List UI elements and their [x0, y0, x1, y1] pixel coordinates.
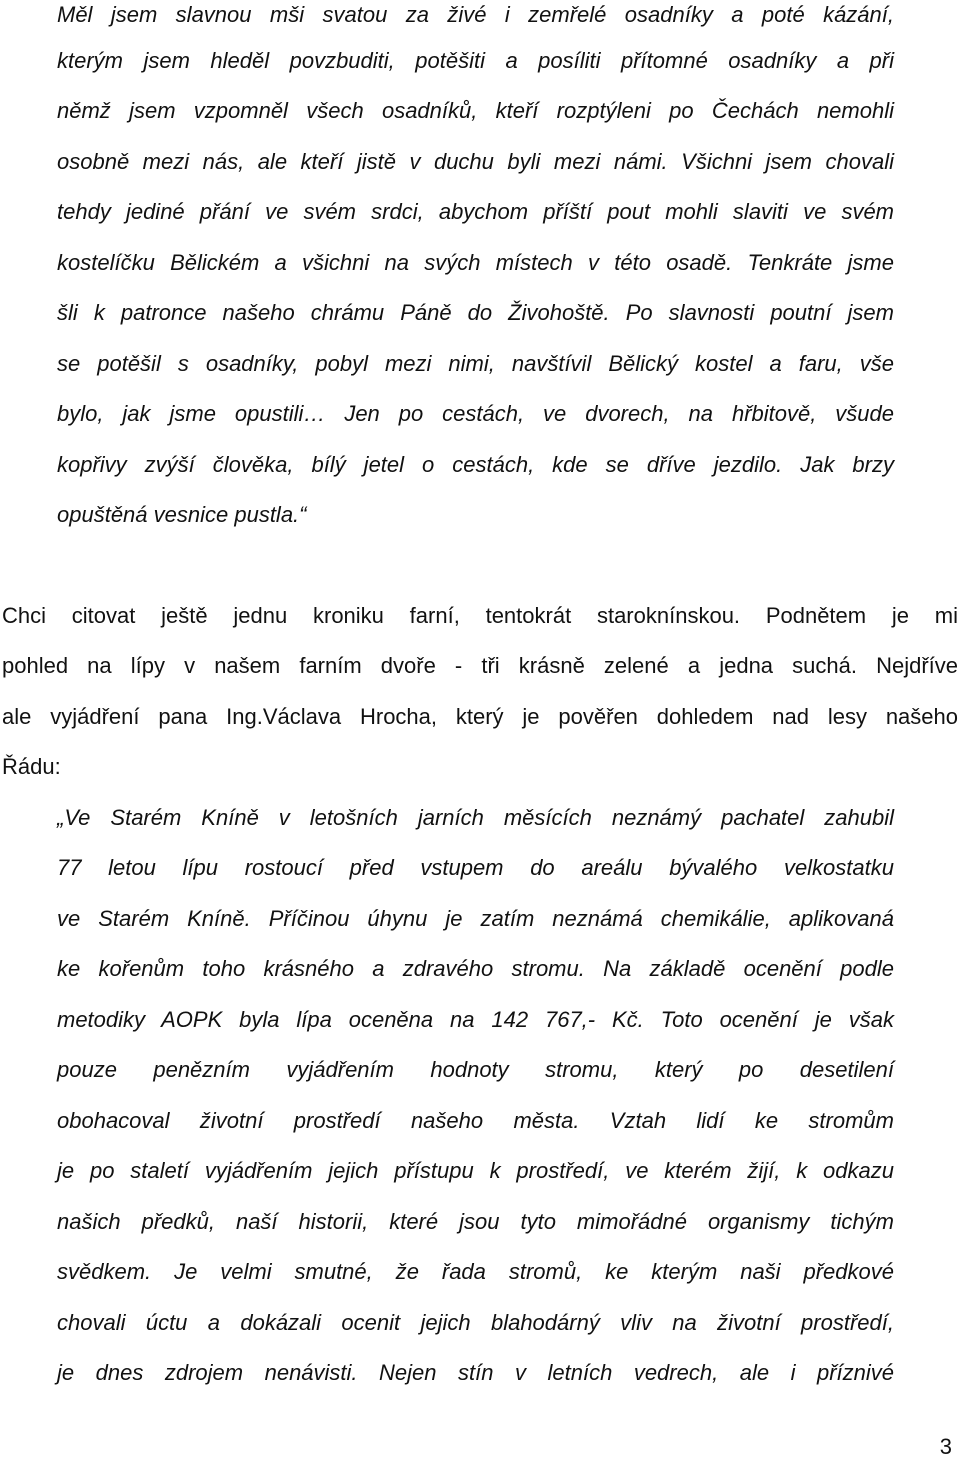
text-line: ale vyjádření pana Ing.Václava Hrocha, který je pověřen dohledem nad lesy našeho: [2, 704, 958, 729]
text-line: kopřivy zvýší člověka, bílý jetel o cestách, kde se dříve jezdilo. Jak brzy: [57, 452, 894, 477]
text-line: ve Starém Kníně. Příčinou úhynu je zatím neznámá chemikálie, aplikovaná: [57, 906, 894, 931]
text-line: pohled na lípy v našem farním dvoře - tři krásně zelené a jedna suchá. Nejdříve: [2, 653, 958, 678]
text-line: je dnes zdrojem nenávisti. Nejen stín v letních vedrech, ale i příznivé: [57, 1360, 894, 1385]
text-line: šli k patronce našeho chrámu Páně do Živohoště. Po slavnosti poutní jsem: [57, 300, 894, 325]
text-line: osobně mezi nás, ale kteří jistě v duchu byli mezi námi. Všichni jsem chovali: [57, 149, 894, 174]
text-line: opuštěná vesnice pustla.“: [57, 502, 307, 527]
text-line: Chci citovat ještě jednu kroniku farní, tentokrát staroknínskou. Podnětem je mi: [2, 603, 958, 628]
text-line: se potěšil s osadníky, pobyl mezi nimi, navštívil Bělický kostel a faru, vše: [57, 351, 894, 376]
text-line: kterým jsem hleděl povzbuditi, potěšiti a posíliti přítomné osadníky a při: [57, 48, 894, 73]
text-line: „Ve Starém Kníně v letošních jarních měsících neznámý pachatel zahubil: [57, 805, 894, 830]
text-line: Měl jsem slavnou mši svatou za živé i zemřelé osadníky a poté kázání,: [57, 2, 894, 27]
text-line: metodiky AOPK byla lípa oceněna na 142 767,- Kč. Toto ocenění je však: [57, 1007, 894, 1032]
text-line: Řádu:: [2, 754, 61, 779]
text-line: svědkem. Je velmi smutné, že řada stromů, ke kterým naši předkové: [57, 1259, 894, 1284]
text-line: 77 letou lípu rostoucí před vstupem do areálu bývalého velkostatku: [57, 855, 894, 880]
text-line: kostelíčku Bělickém a všichni na svých místech v této osadě. Tenkráte jsme: [57, 250, 894, 275]
text-line: bylo, jak jsme opustili… Jen po cestách, ve dvorech, na hřbitově, všude: [57, 401, 894, 426]
text-line: našich předků, naší historii, které jsou tyto mimořádné organismy tichým: [57, 1209, 894, 1234]
page-number: 3: [939, 1434, 952, 1459]
text-line: obohacoval životní prostředí našeho města. Vztah lidí ke stromům: [57, 1108, 894, 1133]
text-line: pouze penězním vyjádřením hodnoty stromu, který po desetilení: [57, 1057, 894, 1082]
text-line: tehdy jediné přání ve svém srdci, abychom příští pout mohli slaviti ve svém: [57, 199, 894, 224]
text-line: ke kořenům toho krásného a zdravého stromu. Na základě ocenění podle: [57, 956, 894, 981]
text-line: chovali úctu a dokázali ocenit jejich blahodárný vliv na životní prostředí,: [57, 1310, 894, 1335]
text-line: je po staletí vyjádřením jejich přístupu k prostředí, ve kterém žijí, k odkazu: [57, 1158, 894, 1183]
text-line: němž jsem vzpomněl všech osadníků, kteří rozptýleni po Čechách nemohli: [57, 98, 894, 123]
